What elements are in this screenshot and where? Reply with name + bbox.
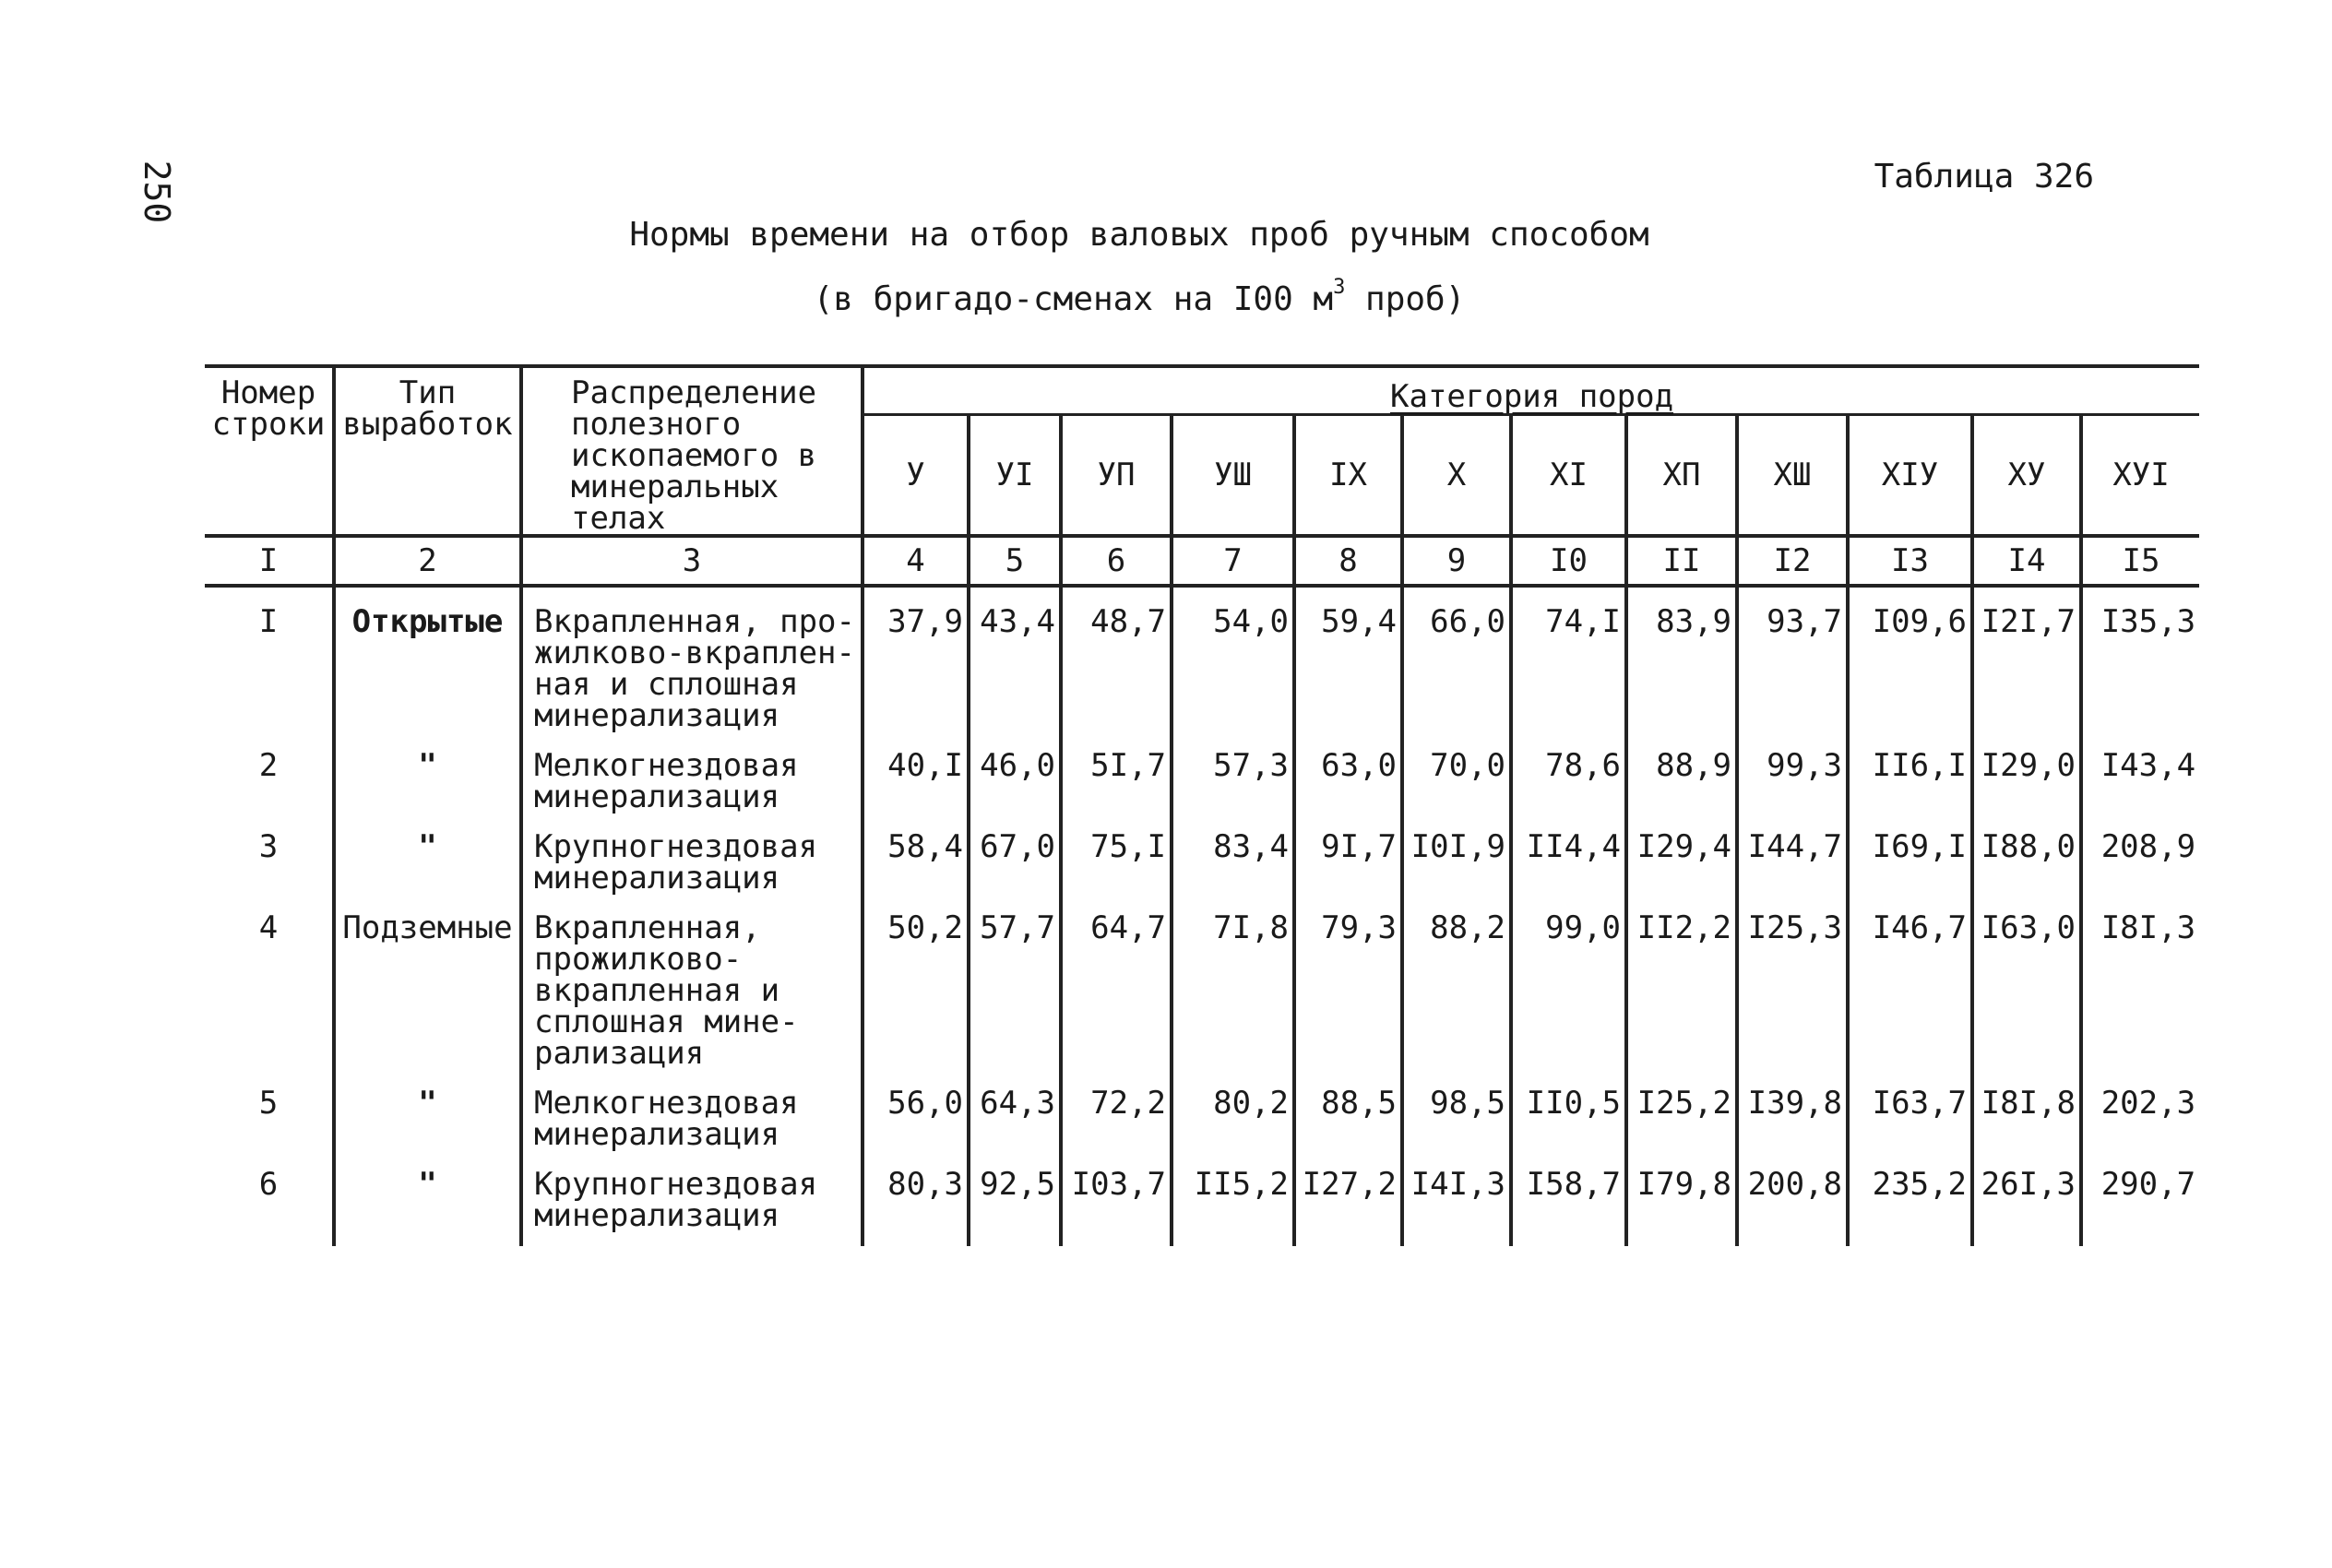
table-cell: 63,0 bbox=[1294, 731, 1402, 813]
table-cell: I39,8 bbox=[1737, 1069, 1848, 1150]
column-number: 4 bbox=[863, 536, 969, 586]
table-cell: 78,6 bbox=[1511, 731, 1626, 813]
table-cell: I29,4 bbox=[1626, 813, 1737, 894]
header-row-top bbox=[205, 366, 2199, 414]
category-header: УШ bbox=[1172, 414, 1294, 536]
table-cell: II6,I bbox=[1848, 731, 1972, 813]
row-work-type: " bbox=[334, 1150, 521, 1246]
table-cell: I58,7 bbox=[1511, 1150, 1626, 1246]
row-work-type: Открытые bbox=[334, 586, 521, 731]
header-row-number: Номер строки bbox=[205, 366, 334, 536]
table-cell: 7I,8 bbox=[1172, 894, 1294, 1069]
table-cell: 80,2 bbox=[1172, 1069, 1294, 1150]
category-header: X bbox=[1402, 414, 1511, 536]
table-cell: I63,0 bbox=[1972, 894, 2081, 1069]
table-cell: I27,2 bbox=[1294, 1150, 1402, 1246]
table-cell: 9I,7 bbox=[1294, 813, 1402, 894]
column-number: I2 bbox=[1737, 536, 1848, 586]
row-distribution: Крупногнездовая минерализация bbox=[521, 1150, 863, 1246]
table-cell: I35,3 bbox=[2081, 586, 2199, 731]
table-cell: II5,2 bbox=[1172, 1150, 1294, 1246]
table-cell: 58,4 bbox=[863, 813, 969, 894]
row-index: 4 bbox=[258, 909, 279, 946]
table-row bbox=[205, 1150, 2199, 1246]
table-cell: I43,4 bbox=[2081, 731, 2199, 813]
column-number: 2 bbox=[334, 536, 521, 586]
table-cell: 54,0 bbox=[1172, 586, 1294, 731]
subtitle-superscript: 3 bbox=[1333, 276, 1346, 299]
table-cell: 74,I bbox=[1511, 586, 1626, 731]
row-work-type: " bbox=[334, 813, 521, 894]
table-cell: 93,7 bbox=[1737, 586, 1848, 731]
column-number: I bbox=[205, 536, 334, 586]
header-category: Категория пород bbox=[863, 366, 2199, 414]
category-header: УП bbox=[1061, 414, 1172, 536]
table-cell: 99,3 bbox=[1737, 731, 1848, 813]
table-cell: I8I,3 bbox=[2081, 894, 2199, 1069]
row-index: I bbox=[258, 603, 279, 640]
row-work-type: Подземные bbox=[334, 894, 521, 1069]
category-header: XIУ bbox=[1848, 414, 1972, 536]
table-cell: 88,5 bbox=[1294, 1069, 1402, 1150]
row-distribution: Вкрапленная, про-жилково-вкраплен-ная и сплошная минерализация bbox=[521, 586, 863, 731]
column-number: I3 bbox=[1848, 536, 1972, 586]
column-number: 5 bbox=[969, 536, 1061, 586]
table-cell: 92,5 bbox=[969, 1150, 1061, 1246]
row-distribution: Вкрапленная, прожилково-вкрапленная и сплошная мине-рализация bbox=[521, 894, 863, 1069]
row-index: 6 bbox=[258, 1166, 279, 1203]
table-cell: 64,7 bbox=[1061, 894, 1172, 1069]
table-cell: 56,0 bbox=[863, 1069, 969, 1150]
table-cell: 75,I bbox=[1061, 813, 1172, 894]
table-cell: 5I,7 bbox=[1061, 731, 1172, 813]
table-row bbox=[205, 894, 2199, 1069]
table-cell: 72,2 bbox=[1061, 1069, 1172, 1150]
table-cell: 26I,3 bbox=[1972, 1150, 2081, 1246]
table-cell: I69,I bbox=[1848, 813, 1972, 894]
category-header: XУ bbox=[1972, 414, 2081, 536]
column-number: 9 bbox=[1402, 536, 1511, 586]
category-header: XШ bbox=[1737, 414, 1848, 536]
table-cell: 80,3 bbox=[863, 1150, 969, 1246]
table-cell: II2,2 bbox=[1626, 894, 1737, 1069]
table-cell: II4,4 bbox=[1511, 813, 1626, 894]
table-cell: 59,4 bbox=[1294, 586, 1402, 731]
table-cell: 200,8 bbox=[1737, 1150, 1848, 1246]
category-header: XП bbox=[1626, 414, 1737, 536]
table-body bbox=[205, 586, 2199, 1246]
row-index: 3 bbox=[258, 828, 279, 865]
table-cell: 57,3 bbox=[1172, 731, 1294, 813]
category-header: IX bbox=[1294, 414, 1402, 536]
row-distribution: Мелкогнездовая минерализация bbox=[521, 1069, 863, 1150]
table-cell: 64,3 bbox=[969, 1069, 1061, 1150]
table-row bbox=[205, 1069, 2199, 1150]
row-index: 2 bbox=[258, 747, 279, 784]
column-number: 7 bbox=[1172, 536, 1294, 586]
table-cell: 48,7 bbox=[1061, 586, 1172, 731]
table-cell: I09,6 bbox=[1848, 586, 1972, 731]
table-cell: I46,7 bbox=[1848, 894, 1972, 1069]
table-cell: I29,0 bbox=[1972, 731, 2081, 813]
table-header bbox=[205, 366, 2199, 586]
category-header: У bbox=[863, 414, 969, 536]
norms-table bbox=[205, 364, 2199, 1246]
row-work-type: " bbox=[334, 1069, 521, 1150]
table-cell: 235,2 bbox=[1848, 1150, 1972, 1246]
table-cell: 290,7 bbox=[2081, 1150, 2199, 1246]
table-label: Таблица 326 bbox=[1874, 158, 2094, 196]
table-row bbox=[205, 586, 2199, 731]
table-cell: 83,9 bbox=[1626, 586, 1737, 731]
table-cell: I63,7 bbox=[1848, 1069, 1972, 1150]
table-cell: 43,4 bbox=[969, 586, 1061, 731]
subtitle-text-end: проб) bbox=[1345, 280, 1466, 318]
table-cell: I25,3 bbox=[1737, 894, 1848, 1069]
table-cell: 57,7 bbox=[969, 894, 1061, 1069]
category-header: XУI bbox=[2081, 414, 2199, 536]
table-cell: 202,3 bbox=[2081, 1069, 2199, 1150]
table-cell: 40,I bbox=[863, 731, 969, 813]
table-cell: I79,8 bbox=[1626, 1150, 1737, 1246]
row-distribution: Крупногнездовая минерализация bbox=[521, 813, 863, 894]
column-number: 8 bbox=[1294, 536, 1402, 586]
table-cell: 88,9 bbox=[1626, 731, 1737, 813]
header-work-type: Тип выработок bbox=[334, 366, 521, 536]
column-number: I0 bbox=[1511, 536, 1626, 586]
row-index: 5 bbox=[258, 1085, 279, 1122]
column-number: II bbox=[1626, 536, 1737, 586]
table-cell: I4I,3 bbox=[1402, 1150, 1511, 1246]
table-cell: 70,0 bbox=[1402, 731, 1511, 813]
table-cell: I88,0 bbox=[1972, 813, 2081, 894]
table-cell: 37,9 bbox=[863, 586, 969, 731]
table-row bbox=[205, 731, 2199, 813]
table-cell: I03,7 bbox=[1061, 1150, 1172, 1246]
subtitle-text: (в бригадо-сменах на I00 м bbox=[813, 280, 1334, 318]
table-row bbox=[205, 813, 2199, 894]
column-number: 6 bbox=[1061, 536, 1172, 586]
row-distribution: Мелкогнездовая минерализация bbox=[521, 731, 863, 813]
table-cell: 50,2 bbox=[863, 894, 969, 1069]
row-work-type: " bbox=[334, 731, 521, 813]
table-cell: 66,0 bbox=[1402, 586, 1511, 731]
table-cell: I0I,9 bbox=[1402, 813, 1511, 894]
category-header: УI bbox=[969, 414, 1061, 536]
table-cell: I2I,7 bbox=[1972, 586, 2081, 731]
table-cell: I25,2 bbox=[1626, 1069, 1737, 1150]
table-subtitle bbox=[553, 276, 1725, 321]
table-cell: 99,0 bbox=[1511, 894, 1626, 1069]
table-cell: 208,9 bbox=[2081, 813, 2199, 894]
table-cell: 79,3 bbox=[1294, 894, 1402, 1069]
column-number: 3 bbox=[521, 536, 863, 586]
header-row-column-numbers bbox=[205, 536, 2199, 586]
column-number: I5 bbox=[2081, 536, 2199, 586]
table-cell: 98,5 bbox=[1402, 1069, 1511, 1150]
header-distribution: Распределение полезного ископаемого в минеральных телах bbox=[521, 366, 863, 536]
page-number: 250 bbox=[137, 160, 177, 224]
table-cell: 67,0 bbox=[969, 813, 1061, 894]
column-number: I4 bbox=[1972, 536, 2081, 586]
table-cell: I44,7 bbox=[1737, 813, 1848, 894]
table-cell: 46,0 bbox=[969, 731, 1061, 813]
table-title: Нормы времени на отбор валовых проб ручным способом bbox=[629, 216, 1649, 254]
table-cell: 83,4 bbox=[1172, 813, 1294, 894]
table-cell: II0,5 bbox=[1511, 1069, 1626, 1150]
category-header: XI bbox=[1511, 414, 1626, 536]
table-cell: I8I,8 bbox=[1972, 1069, 2081, 1150]
table-cell: 88,2 bbox=[1402, 894, 1511, 1069]
